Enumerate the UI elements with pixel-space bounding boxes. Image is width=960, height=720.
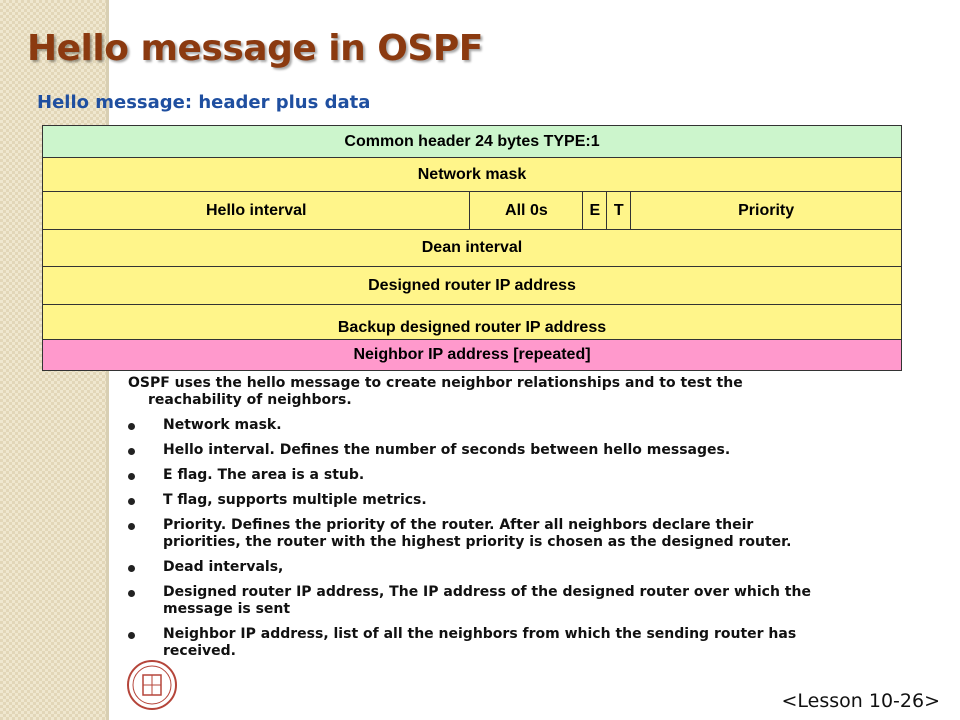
bullet-neighbor-ip <box>128 626 828 660</box>
slide-subtitle: Hello message: header plus data <box>37 92 371 113</box>
bullet-text: T flag, supports multiple metrics. <box>163 492 427 508</box>
bullet-dot-icon <box>128 423 135 430</box>
common-header-cell: Common header 24 bytes TYPE:1 <box>43 126 902 158</box>
neighbor-row <box>43 340 902 371</box>
bullet-hello-interval <box>128 442 828 459</box>
bullet-dead-intervals <box>128 559 828 576</box>
hello-interval-cell: Hello interval <box>43 192 470 230</box>
bullet-dot-icon <box>128 523 135 530</box>
bullet-t-flag <box>128 492 828 509</box>
backup-router-cell: Backup designed router IP address <box>43 305 902 340</box>
bullet-text: Designed router IP address, The IP address of the designed router over which the message is sent <box>163 584 811 617</box>
common-header-row <box>43 126 902 158</box>
bullet-text: Priority. Defines the priority of the router. After all neighbors declare their priorities, the router with the highest priority is chosen as the designed router. <box>163 517 792 550</box>
designed-router-cell: Designed router IP address <box>43 267 902 305</box>
bullet-dot-icon <box>128 590 135 597</box>
t-flag-cell: T <box>607 192 631 230</box>
neighbor-cell: Neighbor IP address [repeated] <box>43 340 902 371</box>
bullet-dot-icon <box>128 632 135 639</box>
bullet-network-mask <box>128 417 828 434</box>
bullet-e-flag <box>128 467 828 484</box>
priority-cell: Priority <box>631 192 902 230</box>
slide-title: Hello message in OSPF <box>27 28 483 69</box>
dean-interval-cell: Dean interval <box>43 230 902 267</box>
network-mask-cell: Network mask <box>43 158 902 192</box>
field-bullet-list <box>128 417 828 660</box>
e-flag-cell: E <box>583 192 607 230</box>
bullet-text: Hello interval. Defines the number of seconds between hello messages. <box>163 442 731 458</box>
bullet-text: Dead intervals, <box>163 559 284 575</box>
network-mask-row <box>43 158 902 192</box>
bullet-designed-router <box>128 584 828 618</box>
bullet-text: E flag. The area is a stub. <box>163 467 365 483</box>
bullet-dot-icon <box>128 473 135 480</box>
explanation-text <box>128 375 828 668</box>
bullet-text: Neighbor IP address, list of all the neighbors from which the sending router has received. <box>163 626 797 659</box>
backup-router-row <box>43 305 902 340</box>
hello-message-format-table <box>42 125 902 371</box>
bullet-dot-icon <box>128 565 135 572</box>
designed-router-row <box>43 267 902 305</box>
lesson-footer: <Lesson 10-26> <box>781 690 940 712</box>
intro-paragraph: OSPF uses the hello message to create neighbor relationships and to test the reachability of neighbors. <box>128 375 743 408</box>
hello-interval-row <box>43 192 902 230</box>
university-seal-icon <box>126 659 178 711</box>
all-zeros-cell: All 0s <box>470 192 583 230</box>
bullet-dot-icon <box>128 498 135 505</box>
bullet-priority <box>128 517 828 551</box>
bullet-dot-icon <box>128 448 135 455</box>
bullet-text: Network mask. <box>163 417 282 433</box>
dean-interval-row <box>43 230 902 267</box>
